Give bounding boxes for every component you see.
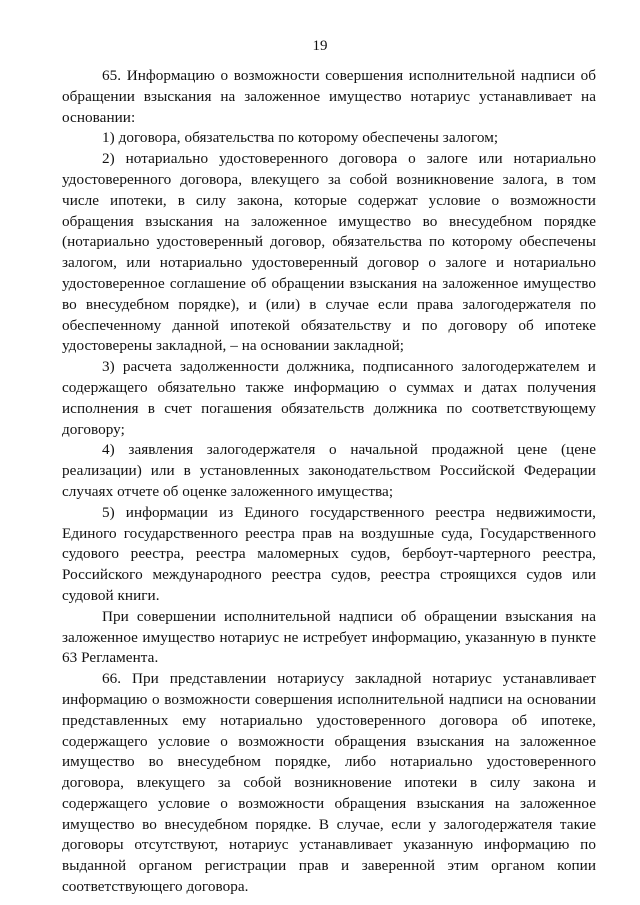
paragraph-65-item-2: 2) нотариально удостоверенного договора о залоге или нотариально удостоверенного договора, влекущего за собой возникновение залога, в том числе ипотеки, в силу закона, которые содержат условие о возможности обращения взыскания на заложенное имущество во внесудебном порядке (нотариально удостоверенный договор, обязательства по которому обеспечены залогом, или нотариально удостоверенный договор о залоге и нотариально удостоверенное соглашение об обращении взыскания на заложенное имущество во внесудебном порядке), и (или) в случае если права залогодержателя по обеспеченному данной ипотекой обязательству и по договору об ипотеке удостоверены закладной, – на основании закладной; (62, 150, 596, 355)
paragraph-65-item-4: 4) заявления залогодержателя о начальной продажной цене (цене реализации) или в установленных законодательством Российской Федерации случаях отчете об оценке заложенного имущества; (62, 441, 596, 500)
document-body (62, 66, 596, 898)
page-number: 19 (312, 38, 328, 54)
paragraph-65-item-5: 5) информации из Единого государственного реестра недвижимости, Единого государственного реестра прав на воздушные суда, Государственного судового реестра, реестра маломерных судов, бербоут-чартерного реестра, Российского международного реестра судов, реестра строящихся судов или судовой книги. (62, 503, 596, 604)
paragraph-66: 66. При представлении нотариусу закладной нотариус устанавливает информацию о возможности совершения исполнительной надписи на основании представленных ему нотариально удостоверенного договора об ипотеке, содержащего условие о возможности обращения взыскания на заложенное имущество во внесудебном порядке, либо нотариально удостоверенного договора, влекущего за собой возникновение ипотеки в силу закона и содержащего условие о возможности обращения взыскания на заложенное имущество во внесудебном порядке. В случае, если у залогодержателя такие договоры отсутствуют, нотариус устанавливает указанную информацию по выданной органом регистрации прав и заверенной этим органом копии соответствующего договора. (62, 670, 596, 896)
paragraph-65: 65. Информацию о возможности совершения исполнительной надписи об обращении взыскания на заложенное имущество нотариус устанавливает на основании: (62, 67, 596, 126)
paragraph-65-item-1: 1) договора, обязательства по которому обеспечены залогом; (102, 129, 499, 147)
paragraph-65-item-3: 3) расчета задолженности должника, подписанного залогодержателем и содержащего обязательно также информацию о суммах и датах получения исполнения в счет погашения обязательств должника по соответствующему договору; (62, 358, 596, 438)
paragraph-65-note: При совершении исполнительной надписи об обращении взыскания на заложенное имущество нотариус не истребует информацию, указанную в пункте 63 Регламента. (62, 607, 596, 667)
